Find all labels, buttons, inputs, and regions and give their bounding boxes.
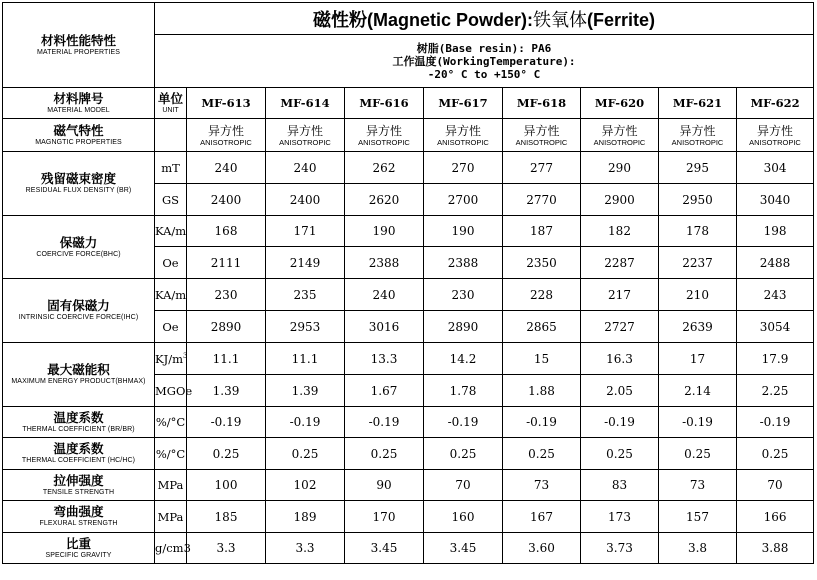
value-cell: 13.3 — [345, 343, 424, 375]
value-cell: 2950 — [659, 184, 737, 216]
value-cell: 2865 — [503, 311, 581, 343]
anisotropic-label-zh: 异方性 — [679, 123, 716, 138]
value-cell: -0.19 — [345, 407, 424, 438]
unit-label-en: UNIT — [162, 106, 179, 114]
value-cell: 178 — [659, 216, 737, 247]
property-name-en: MAXIMUM ENERGY PRODUCT(BHMAX) — [11, 378, 146, 385]
value-cell: 1.67 — [345, 375, 424, 407]
value-cell: 2890 — [187, 311, 266, 343]
value-cell: 240 — [266, 152, 345, 184]
value-cell: 2.25 — [737, 375, 814, 407]
value-cell: 240 — [345, 279, 424, 311]
value-cell: 290 — [581, 152, 659, 184]
value-cell: 243 — [737, 279, 814, 311]
anisotropic-cell — [266, 119, 345, 152]
unit-cell — [155, 152, 187, 184]
property-name-en: FLEXURAL STRENGTH — [39, 520, 118, 527]
value-cell: 2287 — [581, 247, 659, 279]
model-name: MF-618 — [503, 88, 581, 119]
model-name: MF-616 — [345, 88, 424, 119]
working-temperature-range: -20° C to +150° C — [427, 67, 541, 81]
value-cell: 2620 — [345, 184, 424, 216]
property-name-zh: 最大磁能积 — [47, 362, 110, 377]
material-model-label-en: MATERIAL MODEL — [47, 106, 110, 114]
value-cell: -0.19 — [424, 407, 503, 438]
value-cell: 73 — [503, 470, 581, 501]
unit-text: g/cm3 — [155, 541, 191, 555]
property-name-zh: 拉伸强度 — [53, 472, 104, 488]
unit-text: KA/m — [155, 287, 187, 302]
value-cell: 168 — [187, 216, 266, 247]
property-name-zh: 固有保磁力 — [47, 298, 110, 313]
value-cell: 240 — [187, 152, 266, 184]
value-cell: -0.19 — [581, 407, 659, 438]
value-cell: 1.39 — [266, 375, 345, 407]
unit-cell — [155, 184, 187, 216]
model-name: MF-617 — [424, 88, 503, 119]
value-cell: 2.05 — [581, 375, 659, 407]
property-row — [3, 438, 814, 470]
anisotropic-label-en: ANISOTROPIC — [279, 137, 331, 147]
property-row — [3, 501, 814, 533]
value-cell: 2400 — [266, 184, 345, 216]
value-cell: 83 — [581, 470, 659, 501]
value-cell: 2350 — [503, 247, 581, 279]
value-cell: 2770 — [503, 184, 581, 216]
value-cell: 2700 — [424, 184, 503, 216]
title-en: (Magnetic Powder): — [367, 9, 534, 30]
model-row — [3, 88, 814, 119]
value-cell: 2.14 — [659, 375, 737, 407]
value-cell: 0.25 — [581, 438, 659, 470]
value-cell: 2900 — [581, 184, 659, 216]
value-cell: 1.78 — [424, 375, 503, 407]
value-cell: 173 — [581, 501, 659, 533]
value-cell: 70 — [424, 470, 503, 501]
property-name-cell — [3, 279, 155, 343]
unit-header — [155, 88, 187, 119]
value-cell: 228 — [503, 279, 581, 311]
unit-text: KA/m — [155, 224, 187, 238]
working-temperature-label: 工作温度(WorkingTemperature): — [392, 54, 576, 68]
anisotropic-label-zh: 异方性 — [365, 123, 402, 138]
anisotropic-label-en: ANISOTROPIC — [671, 137, 724, 147]
value-cell: 160 — [424, 501, 503, 533]
value-cell: 2639 — [659, 311, 737, 343]
value-cell: 3.3 — [266, 533, 345, 564]
value-cell: 170 — [345, 501, 424, 533]
value-cell: 2237 — [659, 247, 737, 279]
unit-text: %/°C — [155, 415, 186, 429]
value-cell: 171 — [266, 216, 345, 247]
value-cell: 182 — [581, 216, 659, 247]
base-resin: 树脂(Base resin): PA6 — [416, 41, 552, 55]
anisotropic-label-zh: 异方性 — [523, 123, 560, 138]
anisotropic-label-zh: 异方性 — [757, 123, 794, 138]
unit-cell — [155, 375, 193, 407]
property-row — [3, 533, 814, 564]
unit-text: Oe — [162, 255, 179, 270]
anisotropic-label-en: ANISOTROPIC — [358, 137, 410, 147]
magnetic-properties-row — [3, 119, 814, 152]
model-name: MF-621 — [659, 88, 737, 119]
value-cell: 3.73 — [581, 533, 659, 564]
unit-cell — [155, 470, 187, 501]
value-cell: 230 — [424, 279, 503, 311]
property-name-en: THERMAL COEFFICIENT (BR/BR) — [22, 425, 135, 433]
value-cell: 0.25 — [503, 438, 581, 470]
unit-cell — [155, 438, 187, 470]
material-model-label-zh: 材料牌号 — [53, 90, 104, 106]
anisotropic-cell — [345, 119, 424, 152]
value-cell: -0.19 — [737, 407, 814, 438]
value-cell: 157 — [659, 501, 737, 533]
value-cell: 2149 — [266, 247, 345, 279]
unit-cell — [155, 407, 187, 438]
value-cell: 0.25 — [659, 438, 737, 470]
property-name-en: COERCIVE FORCE(BHC) — [36, 250, 121, 258]
magnetic-properties-label-en: MAGNGTIC PROPERTIES — [35, 138, 122, 146]
value-cell: 189 — [266, 501, 345, 533]
value-cell: 73 — [659, 470, 737, 501]
value-cell: 304 — [737, 152, 814, 184]
magnetic-properties-label-zh: 磁气特性 — [53, 122, 104, 138]
anisotropic-label-en: ANISOTROPIC — [437, 137, 489, 147]
unit-text: %/°C — [155, 446, 186, 461]
anisotropic-label-zh: 异方性 — [601, 123, 638, 138]
property-name-zh: 弯曲强度 — [53, 504, 104, 519]
property-name-cell — [3, 152, 155, 216]
value-cell: 100 — [187, 470, 266, 501]
value-cell: 230 — [187, 279, 266, 311]
ferrite-properties-table — [2, 2, 814, 564]
unit-text: Oe — [162, 319, 179, 334]
magnetic-properties-header — [3, 119, 155, 152]
title-zh: 磁性粉 — [313, 9, 367, 31]
material-properties-header — [3, 3, 155, 88]
value-cell: 1.39 — [187, 375, 266, 407]
unit-text: mT — [161, 160, 180, 175]
value-cell: 3.45 — [424, 533, 503, 564]
material-model-header — [3, 88, 155, 119]
anisotropic-cell — [503, 119, 581, 152]
unit-text: GS — [161, 192, 180, 207]
value-cell: 2488 — [737, 247, 814, 279]
value-cell: 210 — [659, 279, 737, 311]
value-cell: 270 — [424, 152, 503, 184]
property-name-en: SPECIFIC GRAVITY — [45, 551, 112, 559]
value-cell: 3016 — [345, 311, 424, 343]
property-row — [3, 279, 814, 311]
title-zh-ferrite: 铁氧体 — [533, 9, 588, 31]
value-cell: 3.3 — [187, 533, 266, 564]
unit-text: KJ/m — [155, 351, 183, 366]
title-en-ferrite: (Ferrite) — [587, 9, 656, 30]
unit-cell — [155, 247, 187, 279]
unit-text: MPa — [157, 478, 184, 492]
value-cell: 235 — [266, 279, 345, 311]
value-cell: 16.3 — [581, 343, 659, 375]
unit-label-zh: 单位 — [157, 90, 183, 106]
property-row — [3, 216, 814, 247]
value-cell: 185 — [187, 501, 266, 533]
material-properties-label-zh: 材料性能特性 — [40, 32, 116, 48]
value-cell: 2727 — [581, 311, 659, 343]
unit-text: MPa — [157, 509, 184, 524]
value-cell: 0.25 — [187, 438, 266, 470]
value-cell: 2890 — [424, 311, 503, 343]
value-cell: 3.45 — [345, 533, 424, 564]
value-cell: 3040 — [737, 184, 814, 216]
value-cell: 2400 — [187, 184, 266, 216]
value-cell: 217 — [581, 279, 659, 311]
model-name: MF-620 — [581, 88, 659, 119]
property-row — [3, 343, 814, 375]
property-row — [3, 407, 814, 438]
property-row — [3, 152, 814, 184]
value-cell: -0.19 — [187, 407, 266, 438]
value-cell: 190 — [345, 216, 424, 247]
anisotropic-label-zh: 异方性 — [444, 123, 481, 138]
property-row — [3, 470, 814, 501]
material-properties-label-en: MATERIAL PROPERTIES — [36, 48, 121, 56]
value-cell: 262 — [345, 152, 424, 184]
value-cell: 187 — [503, 216, 581, 247]
property-name-cell — [3, 343, 155, 407]
anisotropic-cell — [424, 119, 503, 152]
anisotropic-cell — [659, 119, 737, 152]
anisotropic-label-en: ANISOTROPIC — [749, 137, 801, 147]
property-name-cell — [3, 216, 155, 279]
unit-superscript: 3 — [182, 351, 188, 360]
anisotropic-label-zh: 异方性 — [207, 123, 244, 138]
value-cell: 3054 — [737, 311, 814, 343]
value-cell: 2111 — [187, 247, 266, 279]
value-cell: 2388 — [424, 247, 503, 279]
anisotropic-cell — [581, 119, 659, 152]
value-cell: -0.19 — [266, 407, 345, 438]
value-cell: 277 — [503, 152, 581, 184]
property-name-cell — [3, 438, 155, 470]
value-cell: 3.8 — [659, 533, 737, 564]
value-cell: 1.88 — [503, 375, 581, 407]
property-name-cell — [3, 533, 155, 564]
value-cell: 166 — [737, 501, 814, 533]
anisotropic-label-en: ANISOTROPIC — [593, 137, 646, 147]
property-name-zh: 温度系数 — [53, 409, 104, 425]
value-cell: -0.19 — [659, 407, 737, 438]
value-cell: 90 — [345, 470, 424, 501]
value-cell: 0.25 — [266, 438, 345, 470]
unit-text: MGOe — [155, 383, 193, 398]
value-cell: 2388 — [345, 247, 424, 279]
property-name-zh: 残留磁束密度 — [40, 171, 116, 186]
anisotropic-label-zh: 异方性 — [286, 123, 323, 138]
property-name-en: THERMAL COEFFICIENT (HC/HC) — [21, 457, 136, 464]
unit-cell — [155, 501, 187, 533]
property-name-en: INTRINSIC COERCIVE FORCE(IHC) — [18, 314, 139, 321]
property-name-cell — [3, 407, 155, 438]
value-cell: 198 — [737, 216, 814, 247]
value-cell: 14.2 — [424, 343, 503, 375]
property-name-zh: 保磁力 — [59, 234, 98, 250]
model-name: MF-614 — [266, 88, 345, 119]
value-cell: -0.19 — [503, 407, 581, 438]
property-name-cell — [3, 501, 155, 533]
value-cell: 2953 — [266, 311, 345, 343]
value-cell: 15 — [503, 343, 581, 375]
value-cell: 3.60 — [503, 533, 581, 564]
empty-unit-cell — [155, 119, 187, 152]
property-name-zh: 温度系数 — [53, 441, 104, 456]
conditions-cell — [155, 35, 814, 88]
value-cell: 0.25 — [345, 438, 424, 470]
value-cell: 295 — [659, 152, 737, 184]
unit-cell — [155, 216, 187, 247]
value-cell: 11.1 — [187, 343, 266, 375]
property-name-cell — [3, 470, 155, 501]
property-name-zh: 比重 — [65, 535, 91, 551]
value-cell: 3.88 — [737, 533, 814, 564]
value-cell: 102 — [266, 470, 345, 501]
value-cell: 17.9 — [737, 343, 814, 375]
value-cell: 0.25 — [424, 438, 503, 470]
unit-cell — [155, 279, 187, 311]
value-cell: 11.1 — [266, 343, 345, 375]
unit-cell — [155, 533, 191, 564]
value-cell: 17 — [659, 343, 737, 375]
model-name: MF-613 — [187, 88, 266, 119]
anisotropic-label-en: ANISOTROPIC — [200, 137, 252, 147]
unit-cell — [155, 343, 187, 375]
value-cell: 0.25 — [737, 438, 814, 470]
value-cell: 70 — [737, 470, 814, 501]
unit-cell — [155, 311, 187, 343]
title-cell — [155, 3, 814, 35]
value-cell: 167 — [503, 501, 581, 533]
value-cell: 190 — [424, 216, 503, 247]
anisotropic-label-en: ANISOTROPIC — [515, 137, 568, 147]
property-name-en: TENSILE STRENGTH — [42, 488, 115, 496]
anisotropic-cell — [737, 119, 814, 152]
property-name-en: RESIDUAL FLUX DENSITY (BR) — [25, 187, 132, 194]
anisotropic-cell — [187, 119, 266, 152]
model-name: MF-622 — [737, 88, 814, 119]
